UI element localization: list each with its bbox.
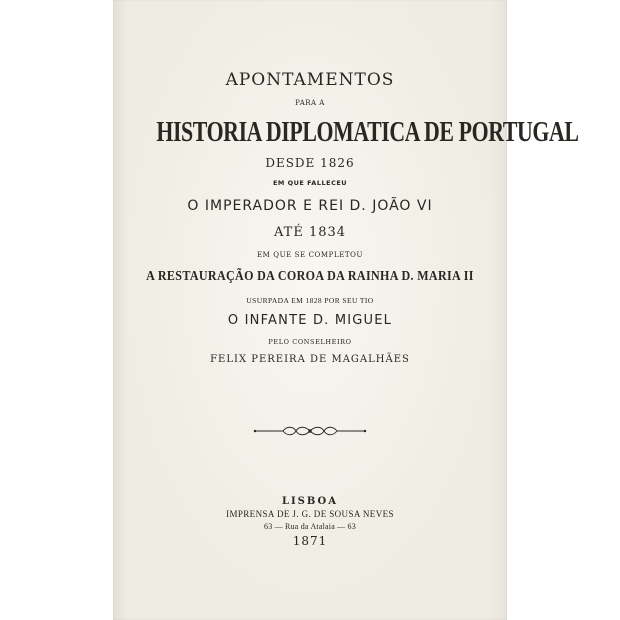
title-page [113,0,579,620]
subline-em-que-se-completou: EM QUE SE COMPLETOU [256,251,364,259]
subline-usurpada: USURPADA EM 1828 POR SEU TIO [246,296,374,305]
imprint-city: LISBOA [281,496,339,507]
line-infante: O INFANTE D. MIGUEL [227,313,393,328]
subline-em-que-falleceu: EM QUE FALLECEU [272,179,348,187]
author-name: FELIX PEREIRA DE MAGALHÃES [210,354,410,365]
scroll-ornament-icon [253,423,367,439]
imprint-printer: IMPRENSA DE J. G. DE SOUSA NEVES [226,509,394,519]
heading-para-a: PARA A [295,99,325,107]
heading-apontamentos: APONTAMENTOS [225,70,395,90]
main-title: HISTORIA DIPLOMATICA DE PORTUGAL [156,117,579,148]
date-desde: DESDE 1826 [265,156,355,170]
line-restauracao: A RESTAURAÇÃO DA COROA DA RAINHA D. MARIA II [146,269,474,284]
imprint-address: 63 — Rua da Atalaia — 63 [264,522,356,531]
date-ate: ATÉ 1834 [273,225,347,240]
subline-pelo-conselheiro: PELO CONSELHEIRO [268,338,352,346]
line-imperador: O IMPERADOR E REI D. JOÃO VI [187,198,433,214]
imprint-year: 1871 [292,534,328,548]
